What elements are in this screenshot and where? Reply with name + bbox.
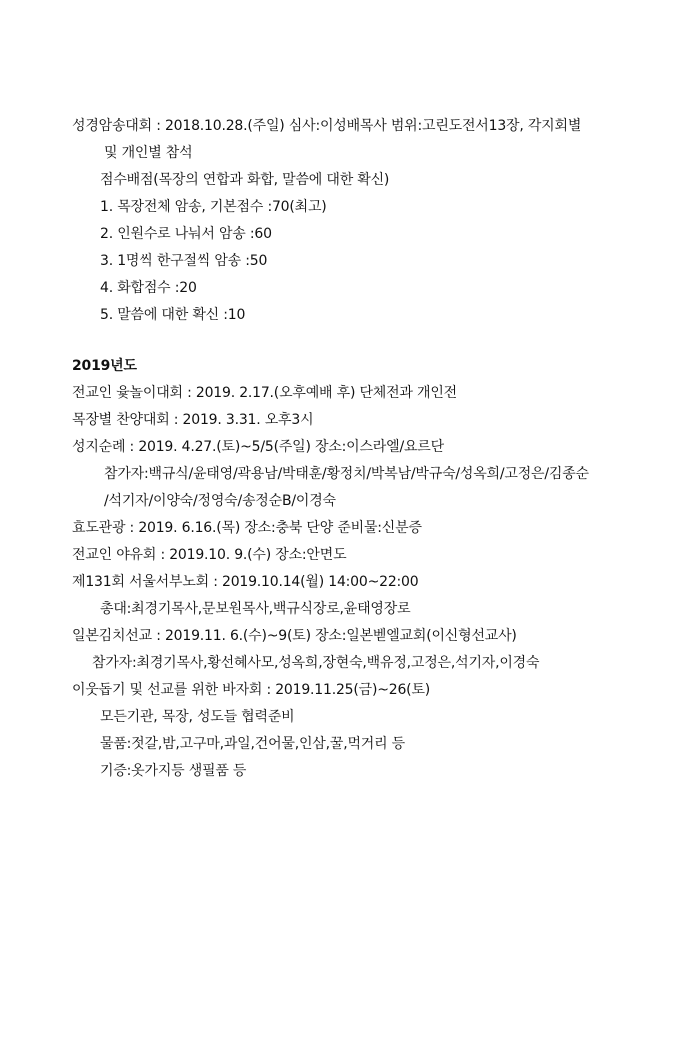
text-line: 효도관광 : 2019. 6.16.(목) 장소:충북 단양 준비물:신분증 xyxy=(72,520,422,536)
text-line: 물품:젓갈,밤,고구마,과일,건어물,인삼,꿀,먹거리 등 xyxy=(100,736,405,752)
text-line: 성지순례 : 2019. 4.27.(토)~5/5(주일) 장소:이스라엘/요르단 xyxy=(72,439,444,455)
text-line: 참가자:백규식/윤태영/곽용남/박태훈/황정치/박복남/박규숙/성옥희/고정은/김종순 xyxy=(104,466,589,482)
list-item: 4. 화합점수 :20 xyxy=(100,280,197,296)
text-line: 이웃돕기 및 선교를 위한 바자회 : 2019.11.25(금)~26(토) xyxy=(72,682,431,698)
list-item: 2. 인원수로 나눠서 암송 :60 xyxy=(100,226,272,242)
text-line: 점수배점(목장의 연합과 화합, 말씀에 대한 확신) xyxy=(100,172,390,188)
text-line: 총대:최경기목사,문보원목사,백규식장로,윤태영장로 xyxy=(100,601,411,617)
text-line: 및 개인별 참석 xyxy=(104,145,193,161)
text-line: 성경암송대회 : 2018.10.28.(주일) 심사:이성배목사 범위:고린도전서13장, 각지회별 xyxy=(72,118,582,134)
text-line: 제131회 서울서부노회 : 2019.10.14(월) 14:00~22:00 xyxy=(72,574,419,590)
text-line: 기증:옷가지등 생필품 등 xyxy=(100,763,247,779)
text-line: 일본김치선교 : 2019.11. 6.(수)~9(토) 장소:일본벧엘교회(이신형선교사) xyxy=(72,628,517,644)
text-line: 참가자:최경기목사,황선혜사모,성옥희,장현숙,백유정,고정은,석기자,이경숙 xyxy=(92,655,540,671)
list-item: 3. 1명씩 한구절씩 암송 :50 xyxy=(100,253,268,269)
list-item: 1. 목장전체 암송, 기본점수 :70(최고) xyxy=(100,199,327,215)
text-line: 전교인 윷놀이대회 : 2019. 2.17.(오후예배 후) 단체전과 개인전 xyxy=(72,385,457,401)
text-line: 모든기관, 목장, 성도들 협력준비 xyxy=(100,709,295,725)
text-line: 목장별 찬양대회 : 2019. 3.31. 오후3시 xyxy=(72,412,314,428)
section-heading: 2019년도 xyxy=(72,358,137,374)
text-line: 전교인 야유회 : 2019.10. 9.(수) 장소:안면도 xyxy=(72,547,347,563)
text-line: /석기자/이양숙/정영숙/송정순B/이경숙 xyxy=(104,493,336,509)
list-item: 5. 말씀에 대한 확신 :10 xyxy=(100,307,246,323)
